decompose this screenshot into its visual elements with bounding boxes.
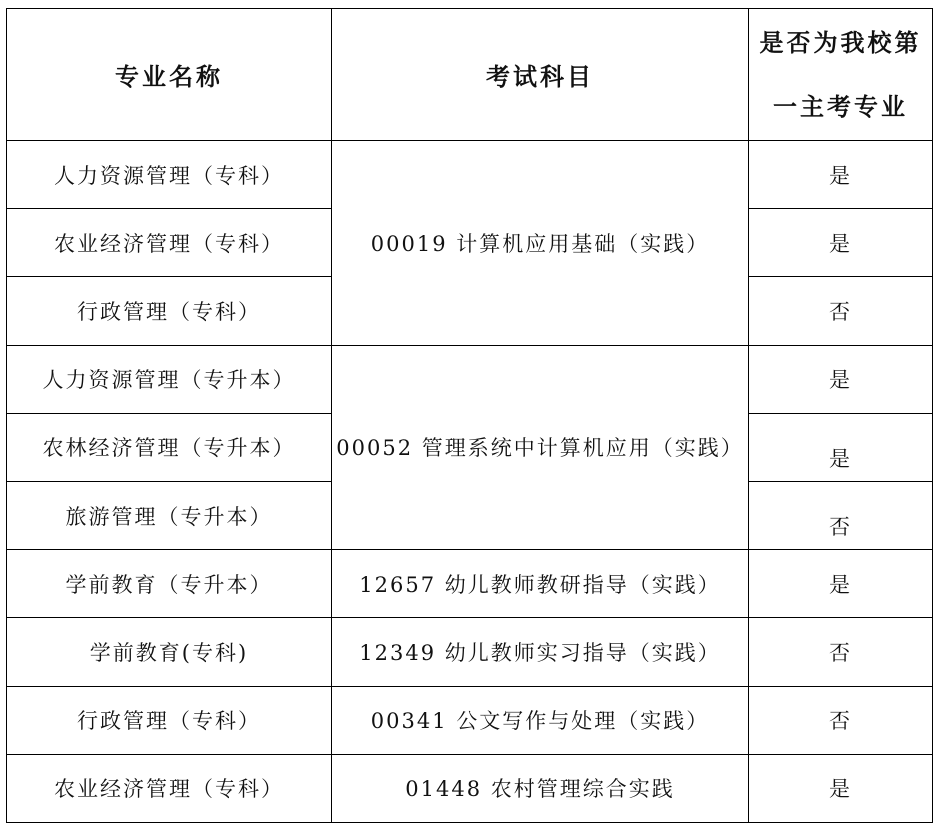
- table-row: [7, 345, 933, 413]
- header-major: 专业名称: [7, 9, 332, 141]
- table-row: [7, 618, 933, 686]
- subject-cell: 12657 幼儿教师教研指导（实践）: [332, 550, 749, 618]
- major-cell: 人力资源管理（专升本）: [7, 345, 332, 413]
- major-cell: 行政管理（专科）: [7, 277, 332, 345]
- subject-cell: 12349 幼儿教师实习指导（实践）: [332, 618, 749, 686]
- table-row: [7, 550, 933, 618]
- major-cell: 农业经济管理（专科）: [7, 754, 332, 822]
- first-major-cell: 否: [749, 618, 933, 686]
- major-cell: 旅游管理（专升本）: [7, 481, 332, 549]
- major-cell: 行政管理（专科）: [7, 686, 332, 754]
- table-header-row: [7, 9, 933, 141]
- table-row: [7, 141, 933, 209]
- major-cell: 人力资源管理（专科）: [7, 141, 332, 209]
- exam-subject-table: [6, 8, 933, 823]
- first-major-cell: 否: [749, 686, 933, 754]
- first-major-cell: 是: [749, 345, 933, 413]
- first-major-cell: 否: [749, 277, 933, 345]
- subject-cell: 00019 计算机应用基础（实践）: [332, 141, 749, 346]
- table-row: [7, 754, 933, 822]
- first-major-cell: 否: [749, 481, 933, 549]
- first-major-cell: 是: [749, 209, 933, 277]
- header-subject: 考试科目: [332, 9, 749, 141]
- subject-cell: 00052 管理系统中计算机应用（实践）: [332, 345, 749, 550]
- major-cell: 学前教育(专科): [7, 618, 332, 686]
- subject-cell: 00341 公文写作与处理（实践）: [332, 686, 749, 754]
- first-major-cell: 是: [749, 550, 933, 618]
- first-major-cell: 是: [749, 141, 933, 209]
- major-cell: 农林经济管理（专升本）: [7, 413, 332, 481]
- header-first-major: 是否为我校第一主考专业: [749, 9, 933, 141]
- first-major-cell: 是: [749, 413, 933, 481]
- subject-cell: 01448 农村管理综合实践: [332, 754, 749, 822]
- first-major-cell: 是: [749, 754, 933, 822]
- major-cell: 农业经济管理（专科）: [7, 209, 332, 277]
- table-row: [7, 686, 933, 754]
- major-cell: 学前教育（专升本）: [7, 550, 332, 618]
